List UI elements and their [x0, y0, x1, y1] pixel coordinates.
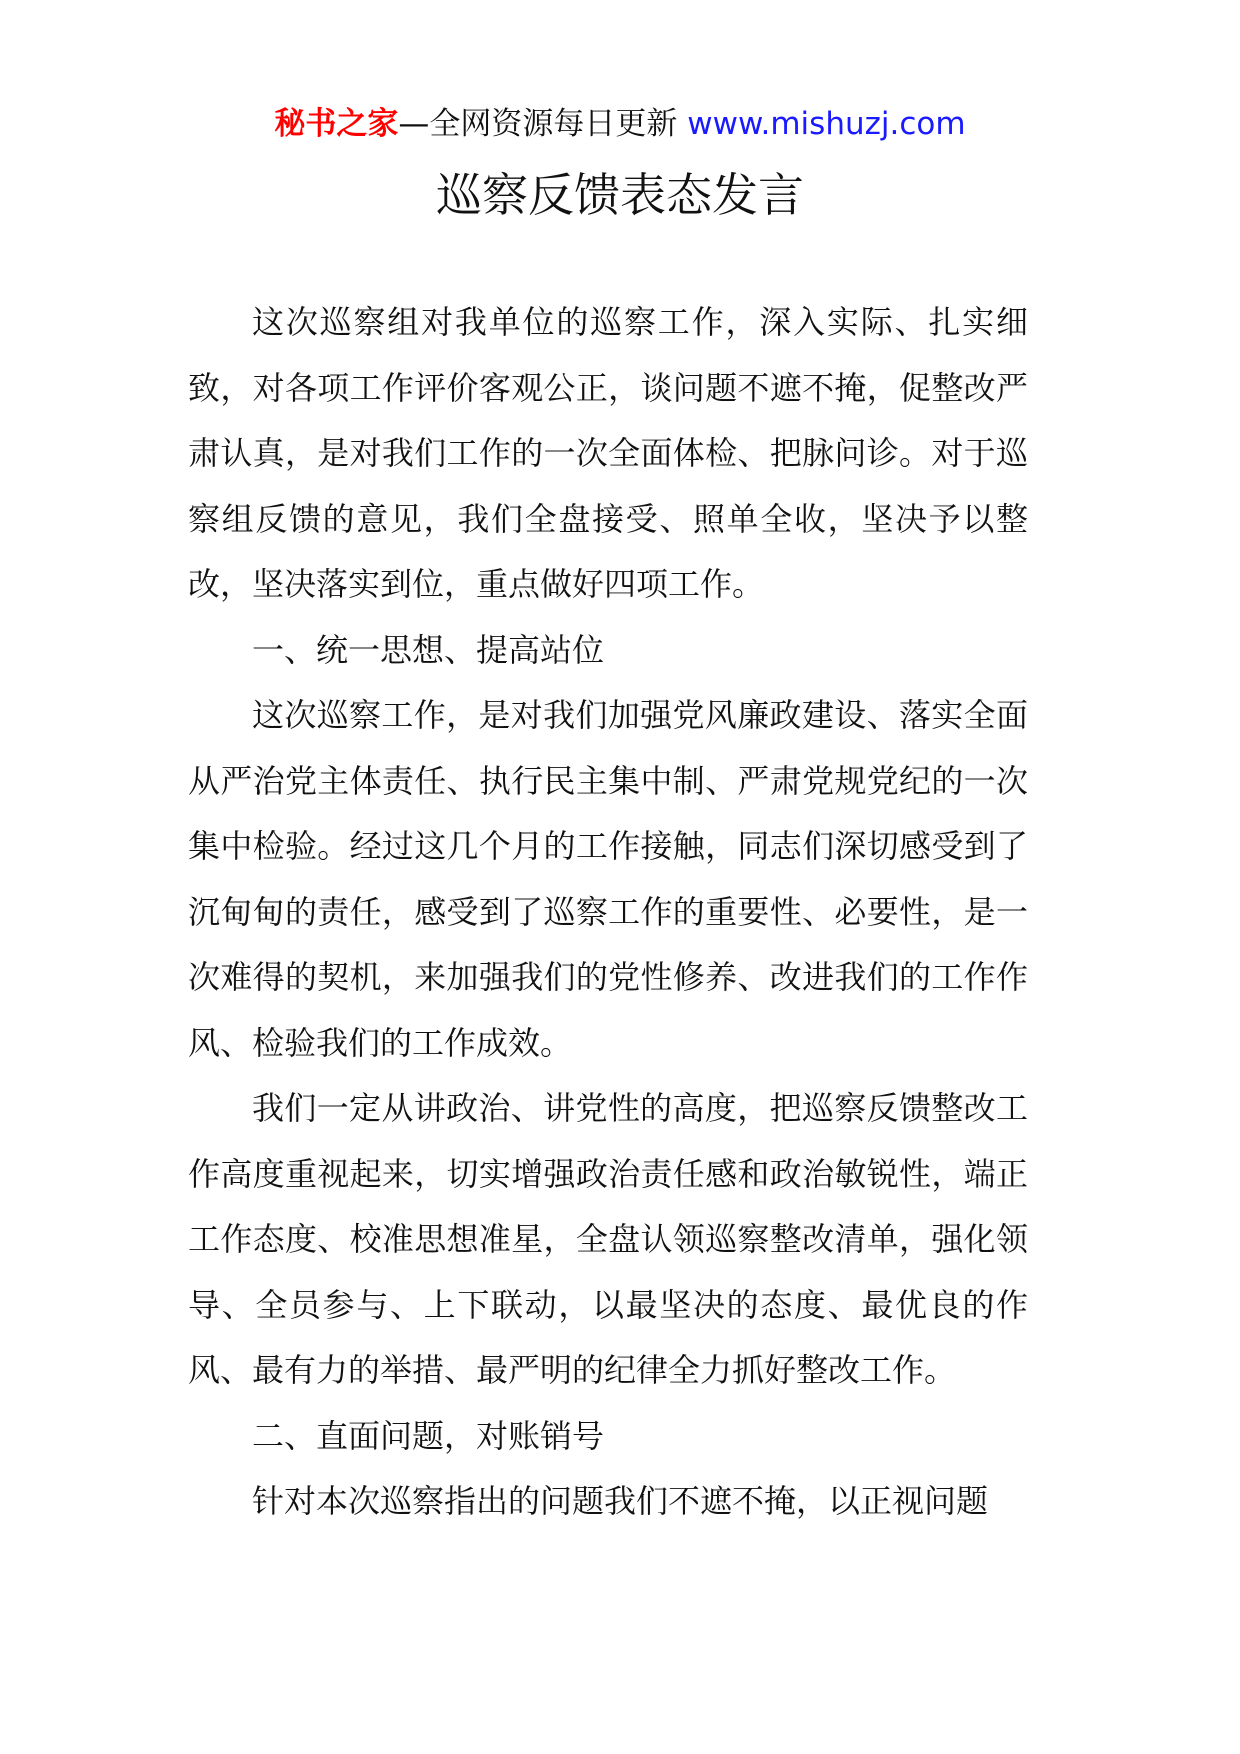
paragraph-intro: 这次巡察组对我单位的巡察工作，深入实际、扎实细致，对各项工作评价客观公正，谈问题不遮不掩，促整改严肃认真，是对我们工作的一次全面体检、把脉问诊。对于巡察组反馈的意见，我们全盘接受、照单全收，坚决予以整改，坚决落实到位，重点做好四项工作。 — [188, 303, 1028, 603]
paragraph-section-1b: 我们一定从讲政治、讲党性的高度，把巡察反馈整改工作高度重视起来，切实增强政治责任感和政治敏锐性，端正工作态度、校准思想准星，全盘认领巡察整改清单，强化领导、全员参与、上下联动，以最坚决的态度、最优良的作风、最有力的举措、最严明的纪律全力抓好整改工作。 — [188, 1089, 1028, 1389]
section-heading-1: 一、统一思想、提高站位 — [252, 630, 605, 669]
section-heading-2: 二、直面问题，对账销号 — [252, 1416, 605, 1455]
document-body — [188, 290, 1028, 1535]
paragraph-section-2a: 针对本次巡察指出的问题我们不遮不掩，以正视问题 — [252, 1482, 989, 1520]
paragraph-section-1a: 这次巡察工作，是对我们加强党风廉政建设、落实全面从严治党主体责任、执行民主集中制、严肃党规党纪的一次集中检验。经过这几个月的工作接触，同志们深切感受到了沉甸甸的责任，感受到了巡察工作的重要性、必要性，是一次难得的契机，来加强我们的党性修养、改进我们的工作作风、检验我们的工作成效。 — [188, 696, 1028, 1062]
site-header — [0, 102, 1240, 146]
site-slogan: —全网资源每日更新 — [398, 106, 678, 142]
site-url-link[interactable]: www.mishuzj.com — [687, 106, 966, 142]
site-brand: 秘书之家 — [274, 106, 399, 142]
document-title: 巡察反馈表态发言 — [436, 168, 804, 222]
